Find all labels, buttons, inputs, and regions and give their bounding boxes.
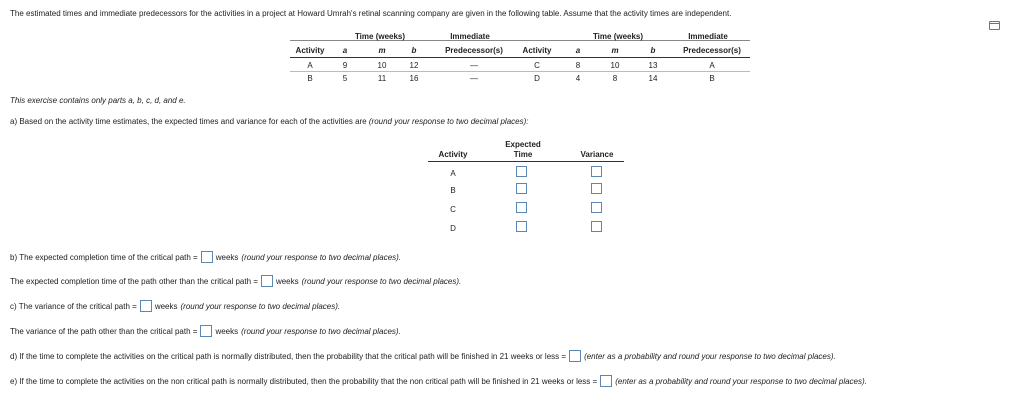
table-cell: 8 bbox=[575, 61, 581, 70]
immediate-header-right: Immediate bbox=[688, 32, 728, 41]
part-d-line bbox=[10, 350, 836, 362]
problem-intro: The estimated times and immediate predecessors for the activities in a project at Howard Umrah's retinal scanning company are given in the following table. Assume that the activity times are independent. bbox=[10, 9, 732, 18]
hint-text: (enter as a probability and round your response to two decimal places). bbox=[615, 376, 867, 386]
variance-input-a[interactable] bbox=[591, 166, 602, 177]
part-c-line-1 bbox=[10, 300, 340, 312]
part-b-line-1 bbox=[10, 251, 401, 263]
table-cell: 5 bbox=[342, 74, 348, 83]
exercise-note: This exercise contains only parts a, b, c, d, and e. bbox=[10, 96, 186, 105]
table-cell: 13 bbox=[648, 61, 658, 70]
answer-row-label: C bbox=[450, 205, 456, 214]
critical-path-variance-input[interactable] bbox=[140, 300, 152, 312]
part-a-hint: (round your response to two decimal places): bbox=[368, 117, 529, 126]
table-cell: C bbox=[534, 61, 540, 70]
time-weeks-header-right: Time (weeks) bbox=[592, 32, 644, 41]
critical-path-probability-input[interactable] bbox=[569, 350, 581, 362]
critical-path-time-input[interactable] bbox=[201, 251, 213, 263]
expected-header-1: Expected bbox=[505, 140, 541, 149]
table-cell: B bbox=[709, 74, 715, 83]
activity-header-right: Activity bbox=[522, 46, 552, 55]
hint-text: (round your response to two decimal places). bbox=[180, 301, 341, 311]
table-cell: D bbox=[534, 74, 540, 83]
table-cell: 11 bbox=[377, 74, 387, 83]
table-cell: 16 bbox=[409, 74, 419, 83]
expected-time-input-c[interactable] bbox=[516, 202, 527, 213]
a-header-right: a bbox=[575, 46, 581, 55]
table-cell: 9 bbox=[342, 61, 348, 70]
part-c-text: c) The variance of the critical path = bbox=[10, 301, 137, 311]
part-b-line-2 bbox=[10, 275, 461, 287]
part-b-text-2: The expected completion time of the path other than the critical path = bbox=[10, 276, 258, 286]
immediate-header-left: Immediate bbox=[450, 32, 490, 41]
part-d-text: d) If the time to complete the activities on the critical path is normally distributed, then the probability that the critical path will be finished in 21 weeks or less = bbox=[10, 351, 567, 361]
table-cell: 4 bbox=[575, 74, 581, 83]
part-c-text-2: The variance of the path other than the critical path = bbox=[10, 326, 198, 336]
table-cell: B bbox=[307, 74, 313, 83]
unit-label: weeks bbox=[275, 276, 299, 286]
part-a-prompt bbox=[10, 117, 529, 126]
variance-header: Variance bbox=[580, 150, 614, 159]
hint-text: (round your response to two decimal places). bbox=[241, 252, 402, 262]
expected-time-input-b[interactable] bbox=[516, 183, 527, 194]
unit-label: weeks bbox=[154, 301, 178, 311]
b-header-right: b bbox=[650, 46, 656, 55]
table-cell: 12 bbox=[409, 61, 419, 70]
part-c-line-2 bbox=[10, 325, 401, 337]
part-e-text: e) If the time to complete the activities on the non critical path is normally distributed, then the probability that the non critical path will be finished in 21 weeks or less = bbox=[10, 376, 598, 386]
table-cell: A bbox=[307, 61, 313, 70]
hint-text: (round your response to two decimal places). bbox=[241, 326, 401, 336]
expected-time-input-d[interactable] bbox=[516, 221, 527, 232]
variance-input-c[interactable] bbox=[591, 202, 602, 213]
table-cell: 10 bbox=[610, 61, 620, 70]
m-header-left: m bbox=[378, 46, 386, 55]
unit-label: weeks bbox=[215, 326, 239, 336]
hint-text: (round your response to two decimal places). bbox=[301, 276, 462, 286]
noncritical-path-probability-input[interactable] bbox=[600, 375, 612, 387]
expected-time-input-a[interactable] bbox=[516, 166, 527, 177]
part-a-text: a) Based on the activity time estimates, the expected times and variance for each of the activities are bbox=[10, 117, 367, 126]
variance-input-d[interactable] bbox=[591, 221, 602, 232]
table-cell: 14 bbox=[648, 74, 658, 83]
a-header-left: a bbox=[342, 46, 348, 55]
table-cell: — bbox=[470, 61, 478, 70]
table-cell: — bbox=[470, 74, 478, 83]
noncritical-path-variance-input[interactable] bbox=[200, 325, 212, 337]
answer-row-label: A bbox=[450, 169, 456, 178]
table-icon[interactable] bbox=[989, 21, 1000, 30]
table-cell: A bbox=[709, 61, 715, 70]
part-b-text: b) The expected completion time of the critical path = bbox=[10, 252, 198, 262]
table-cell: 8 bbox=[612, 74, 618, 83]
answer-row-label: D bbox=[450, 224, 456, 233]
table-cell: 10 bbox=[377, 61, 387, 70]
time-weeks-header-left: Time (weeks) bbox=[354, 32, 406, 41]
predecessors-header-right: Predecessor(s) bbox=[683, 46, 741, 55]
unit-label: weeks bbox=[215, 252, 239, 262]
activity-header: Activity bbox=[438, 150, 468, 159]
variance-input-b[interactable] bbox=[591, 183, 602, 194]
noncritical-path-time-input[interactable] bbox=[261, 275, 273, 287]
part-e-line bbox=[10, 375, 867, 387]
b-header-left: b bbox=[411, 46, 417, 55]
expected-header-2: Time bbox=[513, 150, 533, 159]
answer-row-label: B bbox=[450, 186, 456, 195]
predecessors-header-left: Predecessor(s) bbox=[445, 46, 503, 55]
activity-header-left: Activity bbox=[295, 46, 325, 55]
hint-text: (enter as a probability and round your response to two decimal places). bbox=[584, 351, 836, 361]
m-header-right: m bbox=[611, 46, 619, 55]
